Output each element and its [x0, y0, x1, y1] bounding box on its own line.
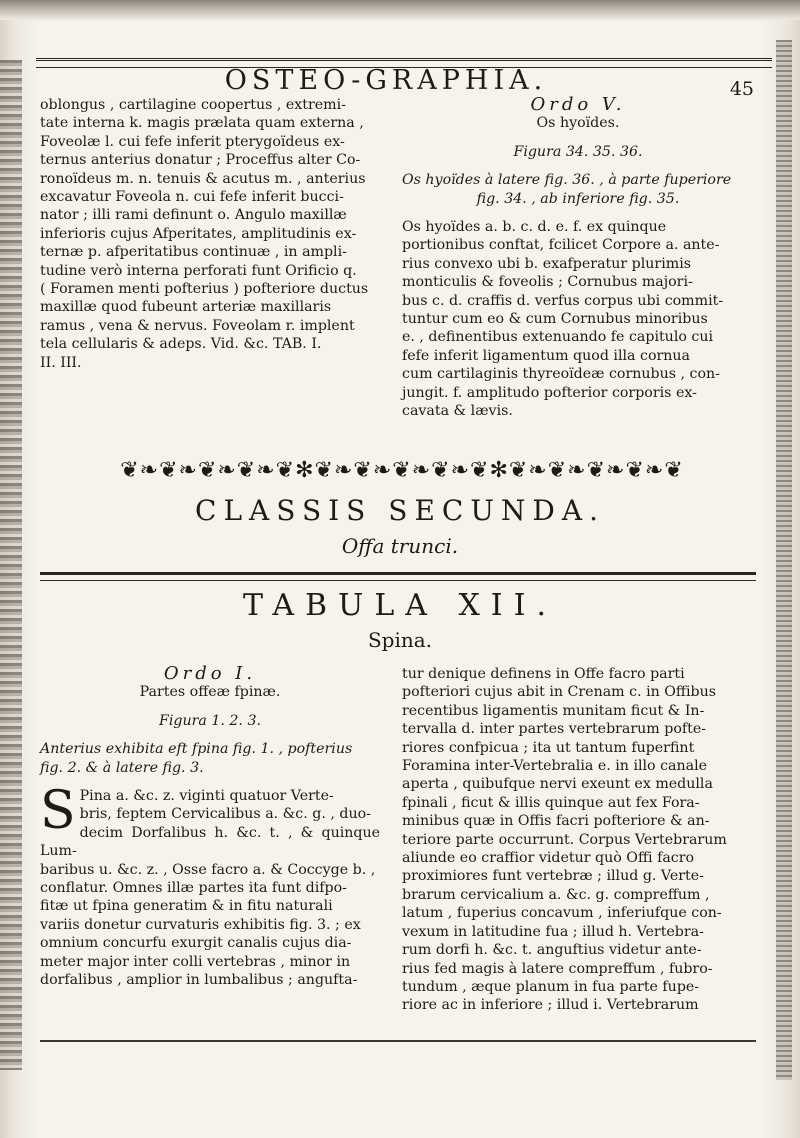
text-line: ternus anterius donatur ; Proceffus alter Co-: [40, 152, 361, 169]
text-line: proximiores funt vertebræ ; illud g. Verte-: [402, 868, 704, 885]
right-column-top: [402, 96, 754, 421]
text-line: oblongus , cartilagine coopertus , extremi-: [40, 97, 346, 113]
bottom-rule: [40, 1040, 756, 1046]
text-line: teriore parte occurrunt. Corpus Vertebrarum: [402, 831, 727, 848]
drop-cap: S: [40, 781, 76, 842]
classis-heading: CLASSIS SECUNDA.: [195, 494, 605, 527]
text-line: decim Dorfalibus h. &c. t. , & quinque Lum-: [40, 824, 380, 860]
text-line: monticulis & foveolis ; Cornubus majori-: [402, 274, 693, 291]
page-number: 45: [729, 78, 754, 100]
book-binding-edge: [0, 60, 22, 1070]
text-line: fitæ ut fpina generatim & in fitu naturali: [40, 898, 333, 915]
text-line: ternæ p. afperitatibus continuæ , in ampli-: [40, 244, 347, 261]
text-line: tur denique definens in Offe facro parti: [402, 666, 685, 682]
figure-caption: Os hyoïdes à latere fig. 36. , à parte fuperiore: [402, 172, 732, 189]
text-line: fefe inferit ligamentum quod illa cornua: [402, 347, 690, 364]
text-line: inferioris cujus Afperitates, amplitudinis ex-: [40, 225, 357, 242]
text-line: rum dorfi h. &c. t. anguftius videtur ante-: [402, 942, 702, 959]
page-top-shadow: [0, 0, 800, 20]
figure-caption: fig. 34. , ab inferiore fig. 35.: [476, 190, 680, 207]
ordo-heading: Ordo V.: [530, 94, 626, 115]
text-line: pofteriori cujus abit in Crenam c. in Offibus: [402, 684, 717, 701]
text-line: tate interna k. magis prælata quam externa ,: [40, 115, 364, 132]
text-line: portionibus conftat, fcilicet Corpore a. ante-: [402, 237, 720, 254]
tabula-heading: TABULA XII.: [242, 588, 558, 623]
figure-reference: Figura 34. 35. 36.: [513, 143, 643, 160]
text-line: tudine verò interna perforati funt Orificio q.: [40, 262, 357, 279]
section-subtitle: Partes offeæ fpinæ.: [139, 684, 281, 701]
text-line: bus c. d. craffis d. verfus corpus ubi commit-: [402, 292, 724, 309]
text-line: fpinali , ficut & illis quinque aut fex Fora-: [402, 794, 700, 811]
text-line: omnium concurfu exurgit canalis cujus dia-: [40, 935, 352, 952]
figure-caption: Anterius exhibita eft fpina fig. 1. , pofterius: [40, 741, 353, 758]
text-line: Os hyoïdes a. b. c. d. e. f. ex quinque: [402, 219, 667, 236]
figure-reference: Figura 1. 2. 3.: [159, 712, 261, 729]
text-line: II. III.: [40, 354, 82, 371]
ordo-heading: Ordo I.: [163, 663, 257, 684]
text-line: brarum cervicalium a. &c. g. compreffum ,: [402, 886, 710, 903]
right-column-bottom: [402, 665, 754, 1015]
text-line: tuntur cum eo & cum Cornubus minoribus: [402, 311, 708, 328]
text-line: excavatur Foveola n. cui fefe inferit bucci-: [40, 189, 344, 206]
text-line: Foveolæ l. cui fefe inferit pterygoïdeus ex-: [40, 133, 345, 150]
text-line: bris, feptem Cervicalibus a. &c. g. , duo-: [79, 806, 371, 823]
ossa-subheading: Offa trunci.: [341, 534, 459, 558]
ornament-band: ❦❧❦❧❦❧❦❧❦✻❦❧❦❧❦❧❦❧❦✻❦❧❦❧❦❧❦❧❦: [120, 458, 684, 483]
text-line: maxillæ quod fubeunt arteriæ maxillaris: [40, 299, 332, 316]
text-line: e. , definentibus extenuando fe capitulo cui: [402, 329, 714, 346]
text-line: latum , fuperius concavum , inferiufque con-: [402, 905, 722, 922]
text-line: nator ; illi rami definunt o. Angulo maxillæ: [40, 207, 347, 224]
page-right-edge: [776, 40, 792, 1080]
text-line: recentibus ligamentis munitam ficut & In-: [402, 702, 705, 719]
text-line: riore ac in inferiore ; illud i. Vertebrarum: [402, 997, 699, 1014]
left-column-top: [40, 96, 380, 372]
text-line: tundum , æque planum in fua parte fupe-: [402, 978, 700, 995]
text-line: rius convexo ubi b. exafperatur plurimis: [402, 255, 692, 272]
text-line: cavata & lævis.: [402, 403, 513, 420]
text-line: Pina a. &c. z. viginti quatuor Verte-: [79, 788, 334, 805]
text-line: vexum in latitudine fua ; illud h. Vertebra-: [402, 923, 704, 940]
left-column-bottom: [40, 665, 380, 990]
text-line: cum cartilaginis thyreoïdeæ cornubus , con-: [402, 366, 720, 383]
text-line: riores confpicua ; ita ut tantum fuperfint: [402, 739, 695, 756]
text-line: dorfalibus , amplior in lumbalibus ; angufta-: [40, 972, 358, 989]
spina-heading: Spina.: [367, 628, 433, 652]
text-line: aliunde eo craffior videtur quò Offi facro: [402, 850, 695, 867]
text-line: Foramina inter-Vertebralia e. in illo canale: [402, 758, 708, 775]
text-line: ronoïdeus m. n. tenuis & acutus m. , anterius: [40, 170, 366, 187]
text-line: tela cellularis & adeps. Vid. &c. TAB. I.: [40, 336, 322, 353]
text-line: tervalla d. inter partes vertebrarum pofte-: [402, 721, 707, 738]
section-rule: [40, 572, 756, 581]
section-subtitle: Os hyoïdes.: [536, 115, 620, 132]
text-line: conflatur. Omnes illæ partes ita funt difpo-: [40, 880, 347, 897]
text-line: aperta , quibufque nervi exeunt ex medulla: [402, 776, 713, 793]
text-line: rius fed magis à latere compreffum , fubro-: [402, 960, 713, 977]
text-line: ( Foramen menti pofterius ) pofteriore ductus: [40, 281, 369, 298]
text-line: meter major inter colli vertebras , minor in: [40, 953, 351, 970]
figure-caption: fig. 2. & à latere fig. 3.: [40, 759, 204, 776]
running-title: OSTEO-GRAPHIA.: [224, 65, 548, 96]
text-line: ramus , vena & nervus. Foveolam r. implent: [40, 317, 355, 334]
text-line: minibus quæ in Offis facri pofteriore & an-: [402, 813, 710, 830]
text-line: baribus u. &c. z. , Osse facro a. & Coccyge b. ,: [40, 861, 376, 878]
text-line: variis donetur curvaturis exhibitis fig. 3. ; ex: [40, 916, 361, 933]
text-line: jungit. f. amplitudo pofterior corporis ex-: [402, 384, 697, 401]
